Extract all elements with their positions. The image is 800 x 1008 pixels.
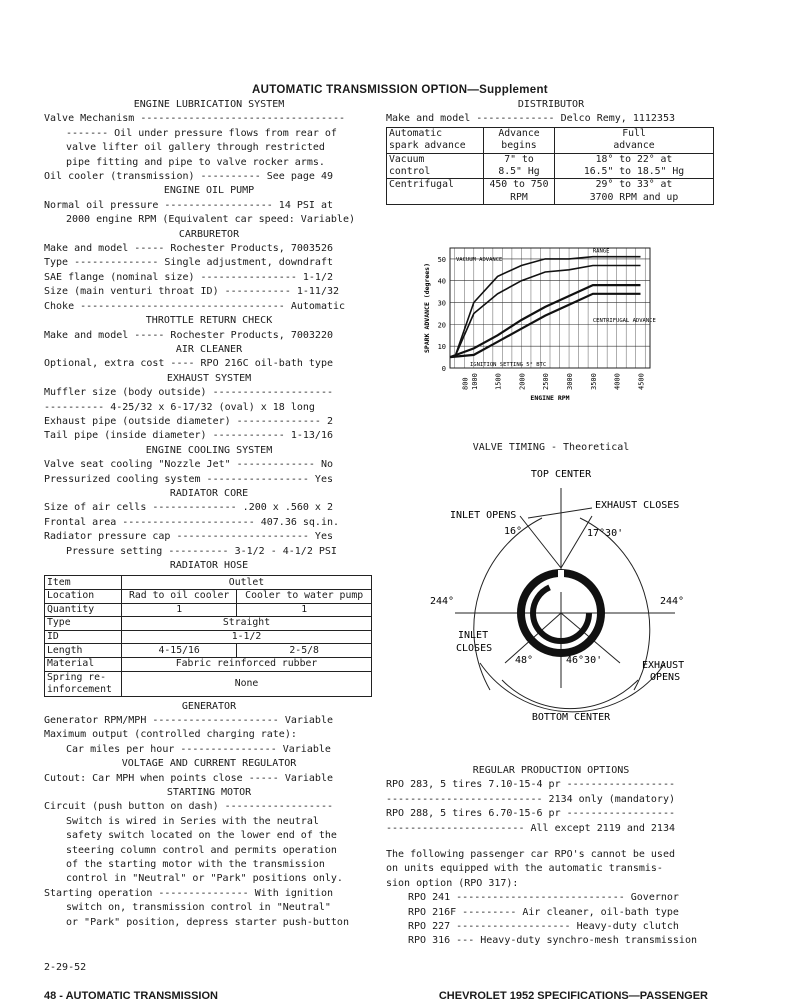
spec-line: Choke ---------------------------------- Automatic — [44, 300, 346, 312]
section-head: ENGINE OIL PUMP — [163, 185, 255, 197]
annotation-range: RANGE — [592, 248, 610, 255]
cell-line: 7" to — [504, 153, 534, 165]
table-cell: Quantity — [45, 603, 122, 617]
spec-line: Make and model ----- Rochester Products, 7003526 — [44, 243, 333, 255]
spec-line: Size (main venturi throat ID) ----------- 1-11/32 — [44, 286, 340, 298]
deg-17-label: 17°30' — [587, 528, 624, 539]
section-head: THROTTLE RETURN CHECK — [145, 315, 273, 327]
table-cell: 4-15/16 — [122, 644, 237, 658]
cell-line: Vacuum — [389, 153, 425, 165]
x-tick-label: 3500 — [589, 373, 598, 390]
cell-line: control — [389, 166, 431, 178]
inlet-closes-label: INLET — [458, 630, 489, 641]
spark-advance-chart — [420, 240, 660, 410]
chart-labels — [423, 248, 656, 402]
spec-line: pipe fitting and pipe to valve rocker arms. — [66, 156, 325, 168]
y-tick-label: 50 — [437, 255, 446, 264]
section-head: VALVE TIMING - Theoretical — [472, 442, 630, 453]
section-head: ENGINE LUBRICATION SYSTEM — [133, 99, 285, 110]
x-axis-label: ENGINE RPM — [530, 394, 570, 402]
spec-line: of the starting motor with the transmission — [66, 859, 325, 871]
y-tick-label: 20 — [437, 321, 446, 330]
spec-line: RPO 241 ---------------------------- Governor — [408, 892, 679, 904]
section-head: CARBURETOR — [178, 228, 240, 240]
inlet-opens-label: INLET OPENS — [450, 510, 517, 521]
table-cell: Item — [45, 576, 122, 590]
table-cell: Rad to oil cooler — [122, 590, 237, 604]
table-cell: 1 — [237, 603, 372, 617]
x-tick-label: 3000 — [566, 373, 575, 390]
table-cell — [555, 153, 714, 179]
deg-46-label: 46°30' — [566, 655, 603, 666]
section-head: EXHAUST SYSTEM — [166, 372, 252, 384]
table-cell — [555, 179, 714, 205]
section-head: REGULAR PRODUCTION OPTIONS — [472, 765, 630, 776]
table-cell — [387, 127, 484, 153]
table-cell — [555, 127, 714, 153]
cell-line: Advance — [498, 127, 540, 139]
y-tick-label: 40 — [437, 277, 446, 286]
table-cell: Fabric reinforced rubber — [122, 657, 372, 671]
table-cell: Location — [45, 590, 122, 604]
spec-line: Type -------------- Single adjustment, downdraft — [44, 257, 333, 269]
spec-line: -------------------------- 2134 only (mandatory) — [386, 793, 675, 805]
spec-line: Pressure setting ---------- 3-1/2 - 4-1/2 PSI — [66, 545, 337, 557]
table-cell: Outlet — [122, 576, 372, 590]
deg-48-label: 48° — [515, 655, 534, 666]
spec-line: Normal oil pressure ------------------ 14 PSI at — [44, 199, 333, 211]
deg-244-right-label: 244° — [660, 596, 685, 607]
table-cell — [45, 671, 122, 696]
section-head: DISTRIBUTOR — [517, 99, 585, 110]
spec-line: ---------- 4-25/32 x 6-17/32 (oval) x 18 long — [44, 401, 315, 413]
spec-line: or "Park" position, depress starter push-button — [66, 916, 349, 928]
left-column — [44, 98, 374, 930]
top-center-label: TOP CENTER — [530, 469, 592, 480]
cell-line: Full — [622, 127, 646, 139]
exhaust-opens-label: EXHAUST — [642, 660, 685, 671]
spec-line: Pressurized cooling system ----------------- Yes — [44, 473, 333, 485]
y-tick-label: 10 — [437, 343, 446, 352]
inlet-closes-label-2: CLOSES — [456, 643, 493, 654]
cell-line: 3700 RPM and up — [589, 191, 679, 203]
spec-line: steering column control and permits operation — [66, 844, 337, 856]
table-cell: Type — [45, 617, 122, 631]
spec-line: Make and model ----- Rochester Products, 7003220 — [44, 329, 333, 341]
section-head: VOLTAGE AND CURRENT REGULATOR — [121, 758, 297, 770]
cell-line: begins — [501, 140, 537, 152]
spec-line: safety switch located on the lower end of the — [66, 830, 337, 842]
footer-right: CHEVROLET 1952 SPECIFICATIONS—PASSENGER — [438, 990, 708, 1002]
table-cell: None — [122, 671, 372, 696]
x-tick-label: 2500 — [542, 373, 551, 390]
spec-line: RPO 316 --- Heavy-duty synchro-mesh transmission — [408, 935, 697, 947]
deg-244-left-label: 244° — [430, 596, 455, 607]
cell-line: inforcement — [47, 683, 112, 695]
bottom-center-label: BOTTOM CENTER — [531, 712, 611, 723]
spec-line: Cutout: Car MPH when points close ----- Variable — [44, 772, 333, 784]
spec-line: Muffler size (body outside) -------------------- — [44, 387, 333, 399]
ring-gap — [558, 570, 564, 592]
section-head: RADIATOR HOSE — [169, 560, 249, 571]
chart-series — [450, 257, 641, 357]
spec-line: ----------------------- All except 2119 and 2134 — [386, 822, 675, 834]
table-cell — [484, 153, 555, 179]
spec-line: switch on, transmission control in "Neutral" — [66, 902, 331, 914]
cell-line: Automatic — [389, 127, 443, 139]
spec-line: RPO 288, 5 tires 6.70-15-6 pr ------------------ — [386, 808, 675, 820]
section-head: STARTING MOTOR — [166, 787, 252, 798]
annotation-ignition: IGNITION SETTING 5° BTC — [470, 361, 547, 368]
x-tick-label: 800 — [461, 377, 470, 390]
radiator-hose-table — [44, 575, 372, 696]
date-stamp: 2-29-52 — [44, 962, 87, 973]
spec-line: Radiator pressure cap ---------------------- Yes — [44, 531, 333, 543]
spec-line: Valve seat cooling "Nozzle Jet" ------------- No — [44, 459, 333, 471]
spec-line: sion option (RPO 317): — [386, 877, 519, 889]
exhaust-opens-label-2: OPENS — [650, 672, 681, 683]
spec-line: on units equipped with the automatic transmis- — [386, 863, 663, 875]
spec-line: valve lifter oil gallery through restricted — [66, 142, 325, 154]
inlet-opens-line — [520, 516, 561, 568]
section-head: AIR CLEANER — [175, 343, 243, 355]
spec-line: Car miles per hour ---------------- Variable — [66, 743, 331, 755]
spec-line: The following passenger car RPO's cannot be used — [386, 849, 675, 861]
table-cell: 2-5/8 — [237, 644, 372, 658]
table-cell: Cooler to water pump — [237, 590, 372, 604]
annotation-vacuum: VACUUM ADVANCE — [456, 256, 503, 263]
cell-line: 18° to 22° at — [595, 153, 673, 165]
table-cell: Material — [45, 657, 122, 671]
y-tick-label: 0 — [441, 365, 446, 373]
spec-line: Generator RPM/MPH --------------------- Variable — [44, 714, 333, 726]
cell-line: 8.5" Hg — [498, 166, 540, 178]
y-axis-label: SPARK ADVANCE (degrees) — [423, 262, 431, 354]
annotation-centrifugal: CENTRIFUGAL ADVANCE — [592, 318, 656, 325]
spec-line: Maximum output (controlled charging rate): — [44, 729, 297, 741]
table-cell — [387, 153, 484, 179]
section-head: RADIATOR CORE — [169, 487, 249, 499]
deg-16-label: 16° — [504, 526, 523, 537]
spec-line: Starting operation --------------- With ignition — [44, 887, 333, 899]
page-title: AUTOMATIC TRANSMISSION OPTION—Supplement — [252, 84, 548, 96]
rpo-section — [386, 764, 716, 949]
table-cell: Length — [45, 644, 122, 658]
cell-line: Spring re- — [47, 671, 106, 683]
table-cell: 1-1/2 — [122, 630, 372, 644]
cell-line: 16.5" to 18.5" Hg — [583, 166, 685, 178]
spec-line: Valve Mechanism ---------------------------------- — [44, 113, 346, 125]
series-line — [450, 294, 641, 357]
x-tick-label: 4000 — [613, 373, 622, 390]
overlap-line — [528, 508, 592, 518]
spec-line: Frontal area ---------------------- 407.36 sq.in. — [44, 516, 340, 528]
cell-line: 450 to 750 — [489, 179, 549, 191]
spec-line: Oil cooler (transmission) ---------- See page 49 — [44, 171, 333, 183]
spec-line: RPO 216F --------- Air cleaner, oil-bath type — [408, 906, 679, 918]
table-cell — [484, 179, 555, 205]
spec-line: Make and model ------------- Delco Remy, 1112353 — [386, 113, 675, 125]
bottom-arc — [480, 663, 665, 712]
spec-line: RPO 227 ------------------- Heavy-duty clutch — [408, 921, 679, 933]
exhaust-closes-label: EXHAUST CLOSES — [595, 500, 680, 511]
spec-line: Tail pipe (inside diameter) ------------ 1-13/16 — [44, 430, 333, 442]
spec-line: control in "Neutral" or "Park" positions only. — [66, 873, 343, 885]
x-tick-label: 2000 — [518, 373, 527, 390]
valve-timing-diagram — [420, 458, 720, 728]
x-tick-label: 1000 — [470, 373, 479, 390]
section-head: GENERATOR — [181, 700, 237, 712]
table-cell — [484, 127, 555, 153]
distributor-table — [386, 127, 714, 205]
spec-line: Exhaust pipe (outside diameter) -------------- 2 — [44, 415, 333, 427]
spec-line: 2000 engine RPM (Equivalent car speed: Variable) — [66, 214, 355, 226]
table-cell: ID — [45, 630, 122, 644]
y-tick-label: 30 — [437, 299, 446, 308]
footer-left: 48 - AUTOMATIC TRANSMISSION — [44, 990, 218, 1002]
table-cell: 1 — [122, 603, 237, 617]
spec-line: Circuit (push button on dash) ------------------ — [44, 801, 333, 813]
table-cell: Straight — [122, 617, 372, 631]
spec-line: ------- Oil under pressure flows from rear of — [66, 127, 337, 139]
x-tick-label: 4500 — [637, 373, 646, 390]
spec-line: Switch is wired in Series with the neutral — [66, 815, 319, 827]
spec-line: Optional, extra cost ---- RPO 216C oil-bath type — [44, 358, 333, 370]
bottom-arc-inner — [502, 680, 638, 709]
cell-line: spark advance — [389, 140, 466, 152]
exhaust-closes-line — [561, 516, 592, 568]
cell-line: RPM — [510, 191, 528, 203]
right-column — [386, 98, 716, 209]
x-tick-label: 1500 — [494, 373, 503, 390]
section-head: ENGINE COOLING SYSTEM — [145, 444, 273, 456]
spec-line: RPO 283, 5 tires 7.10-15-4 pr ------------------ — [386, 779, 675, 791]
cell-line: 29° to 33° at — [595, 179, 673, 191]
spec-line: Size of air cells -------------- .200 x .560 x 2 — [44, 502, 333, 514]
table-cell: Centrifugal — [387, 179, 484, 205]
spec-line: SAE flange (nominal size) ---------------- 1-1/2 — [44, 271, 333, 283]
cell-line: advance — [613, 140, 655, 152]
